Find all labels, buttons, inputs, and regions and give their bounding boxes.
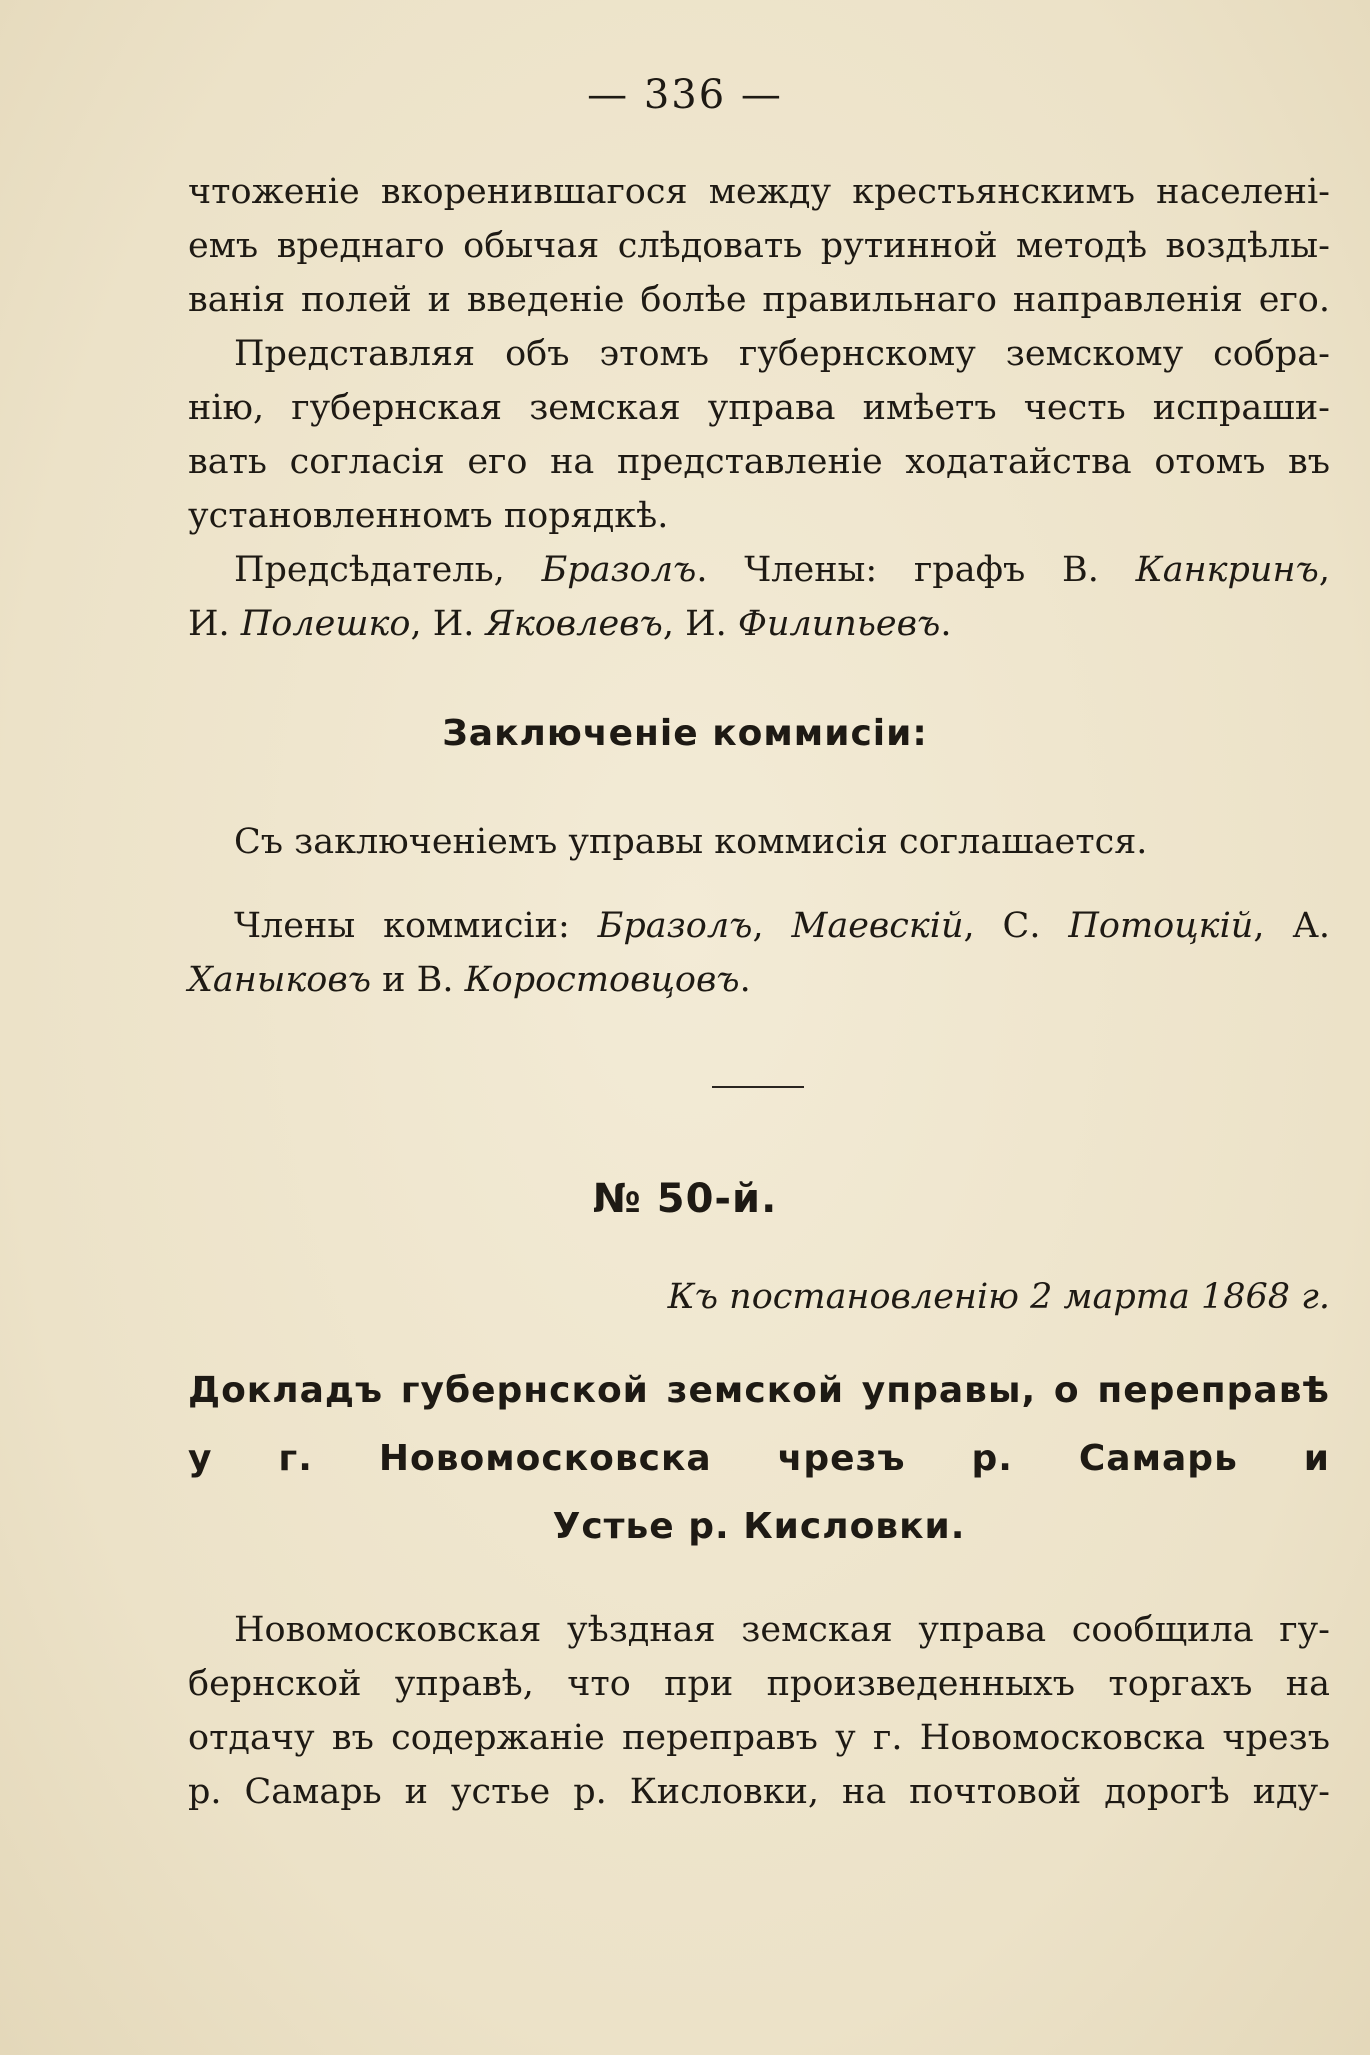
sig-text: Предсѣдатель,: [234, 550, 542, 590]
text-line: отдачу въ содержаніе переправъ у г. Новомосковска чрезъ: [188, 1718, 1330, 1758]
signature-line-1: [188, 543, 1330, 597]
member-name: Потоцкій: [1068, 906, 1254, 946]
document-number-heading: № 50-й.: [592, 1176, 778, 1222]
text-line: ванія полей и введеніе болѣе правильнаго направленія его.: [188, 280, 1330, 320]
resolution-reference-block: [188, 1270, 1330, 1324]
text-line: бернской управѣ, что при произведенныхъ торгахъ на: [188, 1664, 1330, 1704]
sig-name: Филипьевъ: [737, 604, 941, 644]
report-title-line: у г. Новомосковска чрезъ р. Самарь и: [188, 1438, 1330, 1479]
member-name: Ханыковъ: [188, 960, 372, 1000]
sig-text: , И.: [662, 604, 738, 644]
text-line: установленномъ порядкѣ.: [188, 496, 669, 536]
members-text: ,: [752, 906, 792, 946]
section-divider: [712, 1086, 804, 1088]
report-title-line: Устье р. Кисловки.: [552, 1506, 966, 1547]
text-line: нію, губернская земская управа имѣетъ честь испраши-: [188, 388, 1330, 428]
text-block-top: [188, 165, 1330, 651]
member-name: Бразолъ: [597, 906, 753, 946]
sig-text: ,: [1318, 550, 1330, 590]
member-name: Маевскій: [791, 906, 964, 946]
sig-name: Яковлевъ: [485, 604, 663, 644]
sig-text: . Члены: графъ В.: [696, 550, 1136, 590]
text-block-bottom: [188, 1603, 1330, 1819]
commission-members-line-1: [188, 899, 1330, 953]
sig-name: Полешко: [240, 604, 411, 644]
members-text: .: [739, 960, 751, 1000]
text-line: Представляя объ этомъ губернскому земскому собра-: [234, 334, 1330, 374]
sig-text: .: [940, 604, 952, 644]
text-line: вать согласія его на представленіе ходатайства отомъ въ: [188, 442, 1330, 482]
members-text: , А.: [1253, 906, 1330, 946]
text-line: емъ вреднаго обычая слѣдовать рутинной методѣ воздѣлы-: [188, 226, 1330, 266]
commission-text: Съ заключеніемъ управы коммисія соглашается.: [234, 822, 1148, 862]
text-line: Новомосковская уѣздная земская управа сообщила гу-: [234, 1610, 1330, 1650]
members-text: , С.: [963, 906, 1069, 946]
text-line: чтоженіе вкоренившагося между крестьянскимъ населені-: [188, 172, 1330, 212]
text-line: р. Самарь и устье р. Кисловки, на почтовой дорогѣ иду-: [188, 1772, 1330, 1812]
spacer: [188, 869, 1330, 899]
signature-line-2: [188, 597, 1330, 651]
sig-text: , И.: [410, 604, 486, 644]
page-number: — 336 —: [587, 72, 783, 118]
resolution-reference: Къ постановленію 2 марта 1868 г.: [667, 1277, 1330, 1317]
sig-text: И.: [188, 604, 241, 644]
report-title-line: Докладъ губернской земской управы, о переправѣ: [188, 1370, 1330, 1411]
commission-block: [188, 815, 1330, 1007]
commission-heading: Заключеніе коммисіи:: [442, 713, 928, 754]
commission-members-line-2: [188, 953, 1330, 1007]
members-text: и В.: [371, 960, 465, 1000]
sig-name: Бразолъ: [541, 550, 697, 590]
report-title: [188, 1357, 1330, 1561]
sig-name: Канкринъ: [1135, 550, 1319, 590]
members-text: Члены коммисіи:: [234, 906, 598, 946]
member-name: Коростовцовъ: [464, 960, 740, 1000]
